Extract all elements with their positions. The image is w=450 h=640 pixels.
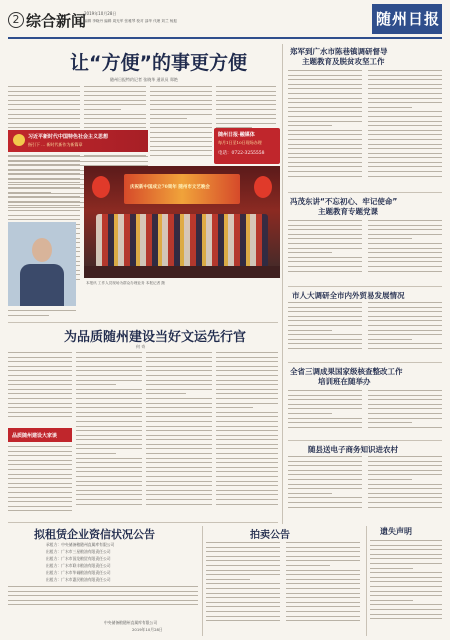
article2-col1b <box>8 446 72 518</box>
lost-body <box>370 540 442 634</box>
notice-company-5: 出租方：广水市惠民粮油有限责任公司 <box>46 577 111 582</box>
ad-card-title: 随州日报·融媒体 <box>218 132 255 138</box>
notice-company-2: 出租方：广水市国龙粮贸有限责任公司 <box>46 556 111 561</box>
divider-main <box>8 322 278 323</box>
page-number-badge: 2 <box>8 12 24 28</box>
right-headline-1a: 郑军到广水市陈巷镇调研督导 <box>290 47 388 56</box>
notice-sig-date: 2019年10月28日 <box>132 627 163 632</box>
slogan-banner <box>8 130 148 152</box>
right-headline-4b: 培训班在随举办 <box>318 377 371 386</box>
profile-caption <box>8 310 76 320</box>
article2-headline: 为品质随州建设当好文运先行官 <box>64 330 247 345</box>
gala-photo <box>84 166 280 278</box>
lost-block <box>370 526 444 636</box>
masthead-rule <box>8 37 442 39</box>
issue-date: 2019年10月28日 <box>84 11 117 16</box>
right-column-divider <box>282 44 283 524</box>
right-story1-a <box>288 70 362 188</box>
small-box-title: 品质随州建设大家谈 <box>12 433 58 439</box>
article2-col2 <box>76 352 142 518</box>
auction-body-a <box>206 542 280 634</box>
lost-divider <box>366 526 367 636</box>
ad-card <box>214 128 280 164</box>
stage-backdrop <box>124 174 240 204</box>
stage-floor <box>84 266 280 278</box>
lantern-right <box>254 176 272 198</box>
right-headline-2a: 冯茂东讲“不忘初心、牢记使命” <box>290 197 398 206</box>
right-story4-b <box>368 390 442 436</box>
ad-card-line: 每月1日至10日现场办理 <box>218 140 262 145</box>
banner-emblem-icon <box>13 134 25 146</box>
masthead <box>0 0 450 40</box>
notice-headline: 拟租赁企业资信状况公告 <box>34 528 155 541</box>
section-title: 综合新闻 <box>26 12 87 30</box>
small-box <box>8 428 72 442</box>
newspaper-logo: 随州日报 <box>376 10 441 28</box>
right-story2-b <box>368 220 442 282</box>
right-divider-2 <box>288 286 442 287</box>
notice-company-1: 出租方：广水市三星粮油有限责任公司 <box>46 549 111 554</box>
right-headline-4a: 全省三调成果国家级核查整改工作 <box>290 367 403 376</box>
right-story3-a <box>288 302 362 358</box>
profile-photo-head <box>32 238 52 262</box>
right-story1-b <box>368 70 442 188</box>
auction-block <box>206 526 362 636</box>
notice-signature: 中央储备粮随州直属库有限公司 <box>104 620 158 625</box>
right-divider-3 <box>288 362 442 363</box>
ad-card-phone: 电话：0722-3255558 <box>218 151 265 156</box>
editors-line: 编辑 李晓丹 编辑 周光军 张雅琴 校对 邵华 代理 刘兰 杨振 <box>84 19 177 23</box>
notice-company-3: 出租方：广水市联丰粮油有限责任公司 <box>46 563 111 568</box>
main-byline: 随州日报特约记者 张晓华 通讯员 郑艳 <box>110 77 178 82</box>
lost-headline: 遗失声明 <box>380 527 412 536</box>
right-story2-a <box>288 220 362 282</box>
article2-col4 <box>216 352 278 518</box>
lantern-left <box>92 176 110 198</box>
right-divider-4 <box>288 440 442 441</box>
right-headline-3: 市人大调研全市内外贸易发展情况 <box>292 291 405 300</box>
stage-backdrop-text: 庆祝新中国成立70周年 随州市文艺晚会 <box>130 185 210 190</box>
main-headline: 让“方便”的事更方便 <box>70 52 247 74</box>
auction-body-b <box>286 542 360 634</box>
divider-notice <box>8 522 278 523</box>
profile-photo-body <box>20 264 64 306</box>
notice-company-4: 出租方：广水市华诚粮油有限责任公司 <box>46 570 111 575</box>
right-story5-a <box>288 456 362 520</box>
right-story3-b <box>368 302 442 358</box>
photo-caption: 本报讯 工作人员现场为群众办理业务 本报记者 摄 <box>86 281 165 285</box>
article2-col3 <box>146 352 212 518</box>
right-headline-5: 随县送电子商务知识进农村 <box>308 445 398 454</box>
notice-body <box>8 586 198 612</box>
profile-photo <box>8 222 76 306</box>
auction-divider <box>202 526 203 636</box>
logo-block <box>372 4 442 34</box>
banner-text: 习近平新时代中国特色社会主义思想 <box>28 134 109 140</box>
right-story5-b <box>368 456 442 520</box>
right-headline-1b: 主题教育及脱贫攻坚工作 <box>302 57 385 66</box>
article2-col1 <box>8 352 72 424</box>
notice-company-0: 承租方：中央储备粮随州直属库有限公司 <box>46 542 115 547</box>
article2-byline: 何 奇 <box>136 344 146 349</box>
banner-subtext: 指引下 … 新时代新作为新篇章 <box>28 142 83 147</box>
right-divider-1 <box>288 192 442 193</box>
right-headline-2b: 主题教育专题党课 <box>318 207 378 216</box>
performers <box>96 214 268 268</box>
right-story4-a <box>288 390 362 436</box>
notice-block <box>8 526 198 636</box>
main-text-col3 <box>150 86 212 162</box>
auction-headline: 拍卖公告 <box>250 530 290 541</box>
